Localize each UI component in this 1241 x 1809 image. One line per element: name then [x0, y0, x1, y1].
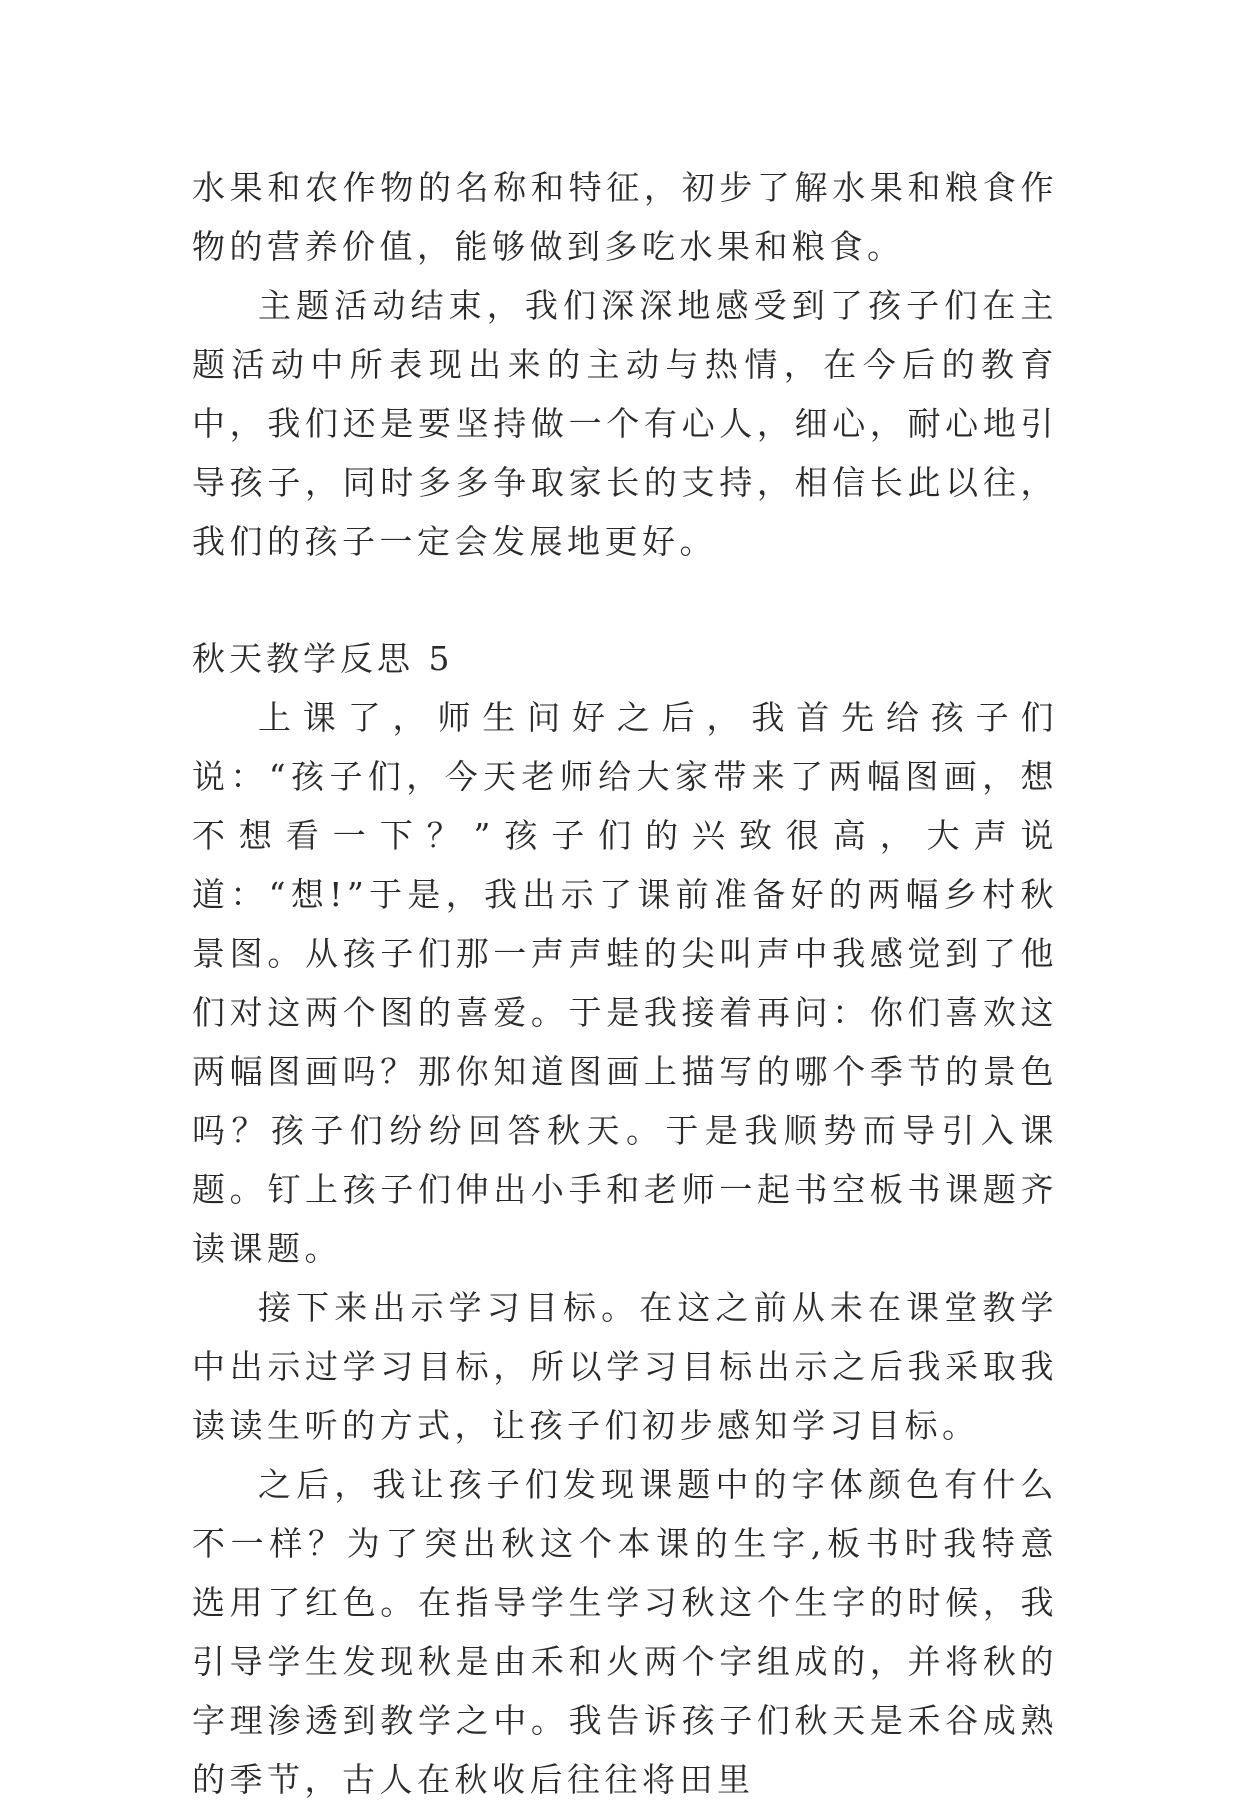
paragraph: 主题活动结束，我们深深地感受到了孩子们在主题活动中所表现出来的主动与热情，在今后的教育中，我们还是要坚持做一个有心人，细心，耐心地引导孩子，同时多多争取家长的支持，相信长此以往，我们的孩子一定会发展地更好。 [192, 286, 1058, 561]
paragraph: 之后，我让孩子们发现课题中的字体颜色有什么不一样？为了突出秋这个本课的生字,板书时我特意选用了红色。在指导学生学习秋这个生字的时候，我引导学生发现秋是由禾和火两个字组成的，并将秋的字理渗透到教学之中。我告诉孩子们秋天是禾谷成熟的季节，古人在秋收后往往将田里 [192, 1465, 1058, 1799]
paragraph-continued: 水果和农作物的名称和特征，初步了解水果和粮食作物的营养价值，能够做到多吃水果和粮食。 [192, 168, 1058, 266]
paragraph: 接下来出示学习目标。在这之前从未在课堂教学中出示过学习目标，所以学习目标出示之后我采取我读读生听的方式，让孩子们初步感知学习目标。 [192, 1288, 1058, 1445]
document-body [192, 158, 1058, 1809]
paragraph: 上课了，师生问好之后，我首先给孩子们说：“孩子们，今天老师给大家带来了两幅图画，想不想看一下？”孩子们的兴致很高，大声说道：“想!”于是，我出示了课前准备好的两幅乡村秋景图。从孩子们那一声声蛙的尖叫声中我感觉到了他们对这两个图的喜爱。于是我接着再问：你们喜欢这两幅图画吗？那你知道图画上描写的哪个季节的景色吗？孩子们纷纷回答秋天。于是我顺势而导引入课题。钉上孩子们伸出小手和老师一起书空板书课题齐读课题。 [192, 698, 1058, 1268]
section-title: 秋天教学反思 5 [192, 639, 454, 678]
